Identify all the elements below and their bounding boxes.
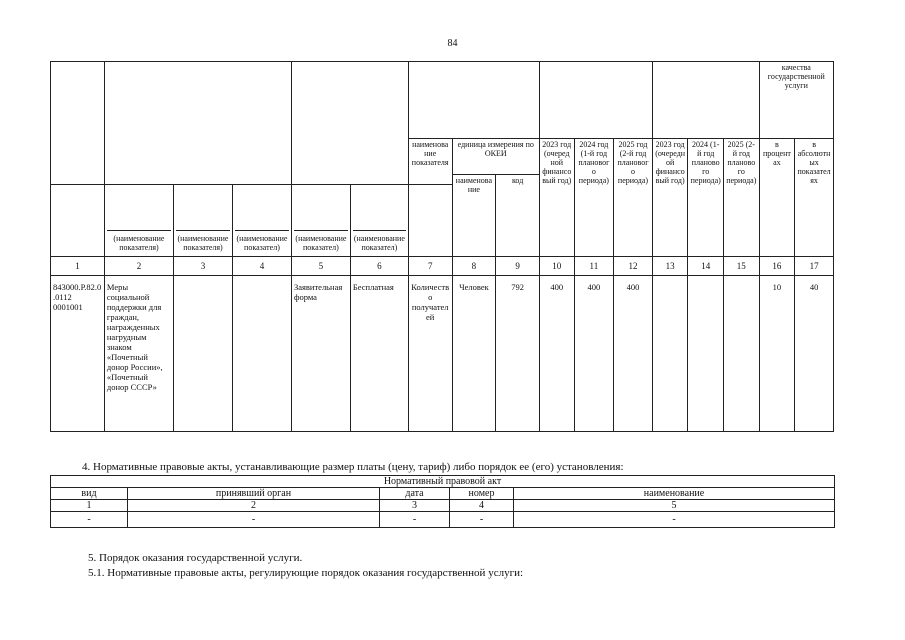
header-sub2: (наименование показателя) bbox=[104, 185, 173, 257]
header-unit-name: наименование bbox=[452, 175, 496, 257]
header-unit: единица измерения по ОКЕИ bbox=[452, 139, 539, 175]
acts-table-title: Нормативный правовой акт bbox=[51, 476, 835, 488]
column-number-row bbox=[51, 257, 834, 276]
header-absolute: в абсолютных показателях bbox=[795, 139, 834, 257]
fee-2024 bbox=[688, 276, 724, 432]
value-2024: 400 bbox=[574, 276, 614, 432]
header-fee-2023: 2023 год (очередной финансовый год) bbox=[652, 139, 688, 257]
section-4-title: 4. Нормативные правовые акты, устанавливающие размер платы (цену, тариф) либо порядок ее (его) установления: bbox=[82, 461, 624, 473]
page-number: 84 bbox=[447, 38, 458, 49]
header-sub4: (наименование показател) bbox=[232, 185, 291, 257]
header-sub5: (наименование показател) bbox=[291, 185, 350, 257]
unit-code: 792 bbox=[496, 276, 540, 432]
indicator-name: Количество получателей bbox=[408, 276, 452, 432]
deviation-absolute: 40 bbox=[795, 276, 834, 432]
header-fee-2024: 2024 (1-й год планового периода) bbox=[688, 139, 724, 257]
cell-c3 bbox=[174, 276, 233, 432]
header-registry bbox=[51, 62, 105, 185]
acts-col-num: 2 bbox=[128, 500, 380, 512]
header-sub3: (наименование показателя) bbox=[174, 185, 233, 257]
col-num: 12 bbox=[614, 257, 653, 276]
header-content-group bbox=[104, 62, 291, 185]
col-num: 1 bbox=[51, 257, 105, 276]
acts-header-number: номер bbox=[450, 488, 514, 500]
header-2025: 2025 год (2-й год планового периода) bbox=[614, 139, 653, 257]
col-num: 13 bbox=[652, 257, 688, 276]
deviation-percent: 10 bbox=[759, 276, 795, 432]
registry-number: 843000.Р.82.0.0112 0001001 bbox=[51, 276, 105, 432]
header-indicator-group bbox=[408, 62, 539, 139]
col-num: 10 bbox=[539, 257, 574, 276]
col-num: 4 bbox=[232, 257, 291, 276]
acts-col-num: 3 bbox=[380, 500, 450, 512]
col-num: 7 bbox=[408, 257, 452, 276]
col-num: 17 bbox=[795, 257, 834, 276]
acts-cell: - bbox=[450, 512, 514, 528]
header-c7-cont bbox=[408, 185, 452, 257]
value-2023: 400 bbox=[539, 276, 574, 432]
acts-col-num: 4 bbox=[450, 500, 514, 512]
acts-header-authority: принявший орган bbox=[128, 488, 380, 500]
fee-2025 bbox=[724, 276, 760, 432]
header-quality-deviation: качества государственной услуги bbox=[759, 62, 833, 139]
service-content: Меры социальной поддержки для граждан, награжденных нагрудным знаком «Почетный донор России», «Почетный донор СССР» bbox=[104, 276, 173, 432]
header-conditions-group bbox=[291, 62, 408, 185]
col-num: 15 bbox=[724, 257, 760, 276]
acts-cell: - bbox=[51, 512, 128, 528]
service-payment: Бесплатная bbox=[350, 276, 408, 432]
value-2025: 400 bbox=[614, 276, 653, 432]
col-num: 3 bbox=[174, 257, 233, 276]
col-num: 14 bbox=[688, 257, 724, 276]
col-num: 5 bbox=[291, 257, 350, 276]
service-form: Заявительная форма bbox=[291, 276, 350, 432]
table-row bbox=[51, 276, 834, 432]
section-5-1-title: 5.1. Нормативные правовые акты, регулирующие порядок оказания государственной услуги: bbox=[88, 567, 524, 579]
header-2024: 2024 год (1-й год планового периода) bbox=[574, 139, 614, 257]
header-fees-group bbox=[652, 62, 759, 139]
acts-cell: - bbox=[380, 512, 450, 528]
fee-2023 bbox=[652, 276, 688, 432]
col-num: 6 bbox=[350, 257, 408, 276]
col-num: 11 bbox=[574, 257, 614, 276]
acts-col-num: 5 bbox=[514, 500, 835, 512]
unit-name: Человек bbox=[452, 276, 496, 432]
header-2023: 2023 год (очередной финансовый год) bbox=[539, 139, 574, 257]
header-unit-code: код bbox=[496, 175, 540, 257]
header-fee-2025: 2025 (2-й год планового периода) bbox=[724, 139, 760, 257]
acts-header-name: наименование bbox=[514, 488, 835, 500]
acts-header-kind: вид bbox=[51, 488, 128, 500]
header-indicator-name: наименование показателя bbox=[408, 139, 452, 185]
col-num: 8 bbox=[452, 257, 496, 276]
acts-header-date: дата bbox=[380, 488, 450, 500]
acts-cell: - bbox=[514, 512, 835, 528]
col-num: 16 bbox=[759, 257, 795, 276]
service-quality-table bbox=[50, 61, 834, 432]
acts-cell: - bbox=[128, 512, 380, 528]
header-sub6: (наименование показател) bbox=[350, 185, 408, 257]
section-5-title: 5. Порядок оказания государственной услуги. bbox=[88, 552, 303, 564]
header-c1-cont bbox=[51, 185, 105, 257]
acts-col-num: 1 bbox=[51, 500, 128, 512]
col-num: 9 bbox=[496, 257, 540, 276]
header-percent: в процентах bbox=[759, 139, 795, 257]
col-num: 2 bbox=[104, 257, 173, 276]
legal-acts-table bbox=[50, 475, 835, 528]
header-values-group bbox=[539, 62, 652, 139]
cell-c4 bbox=[232, 276, 291, 432]
